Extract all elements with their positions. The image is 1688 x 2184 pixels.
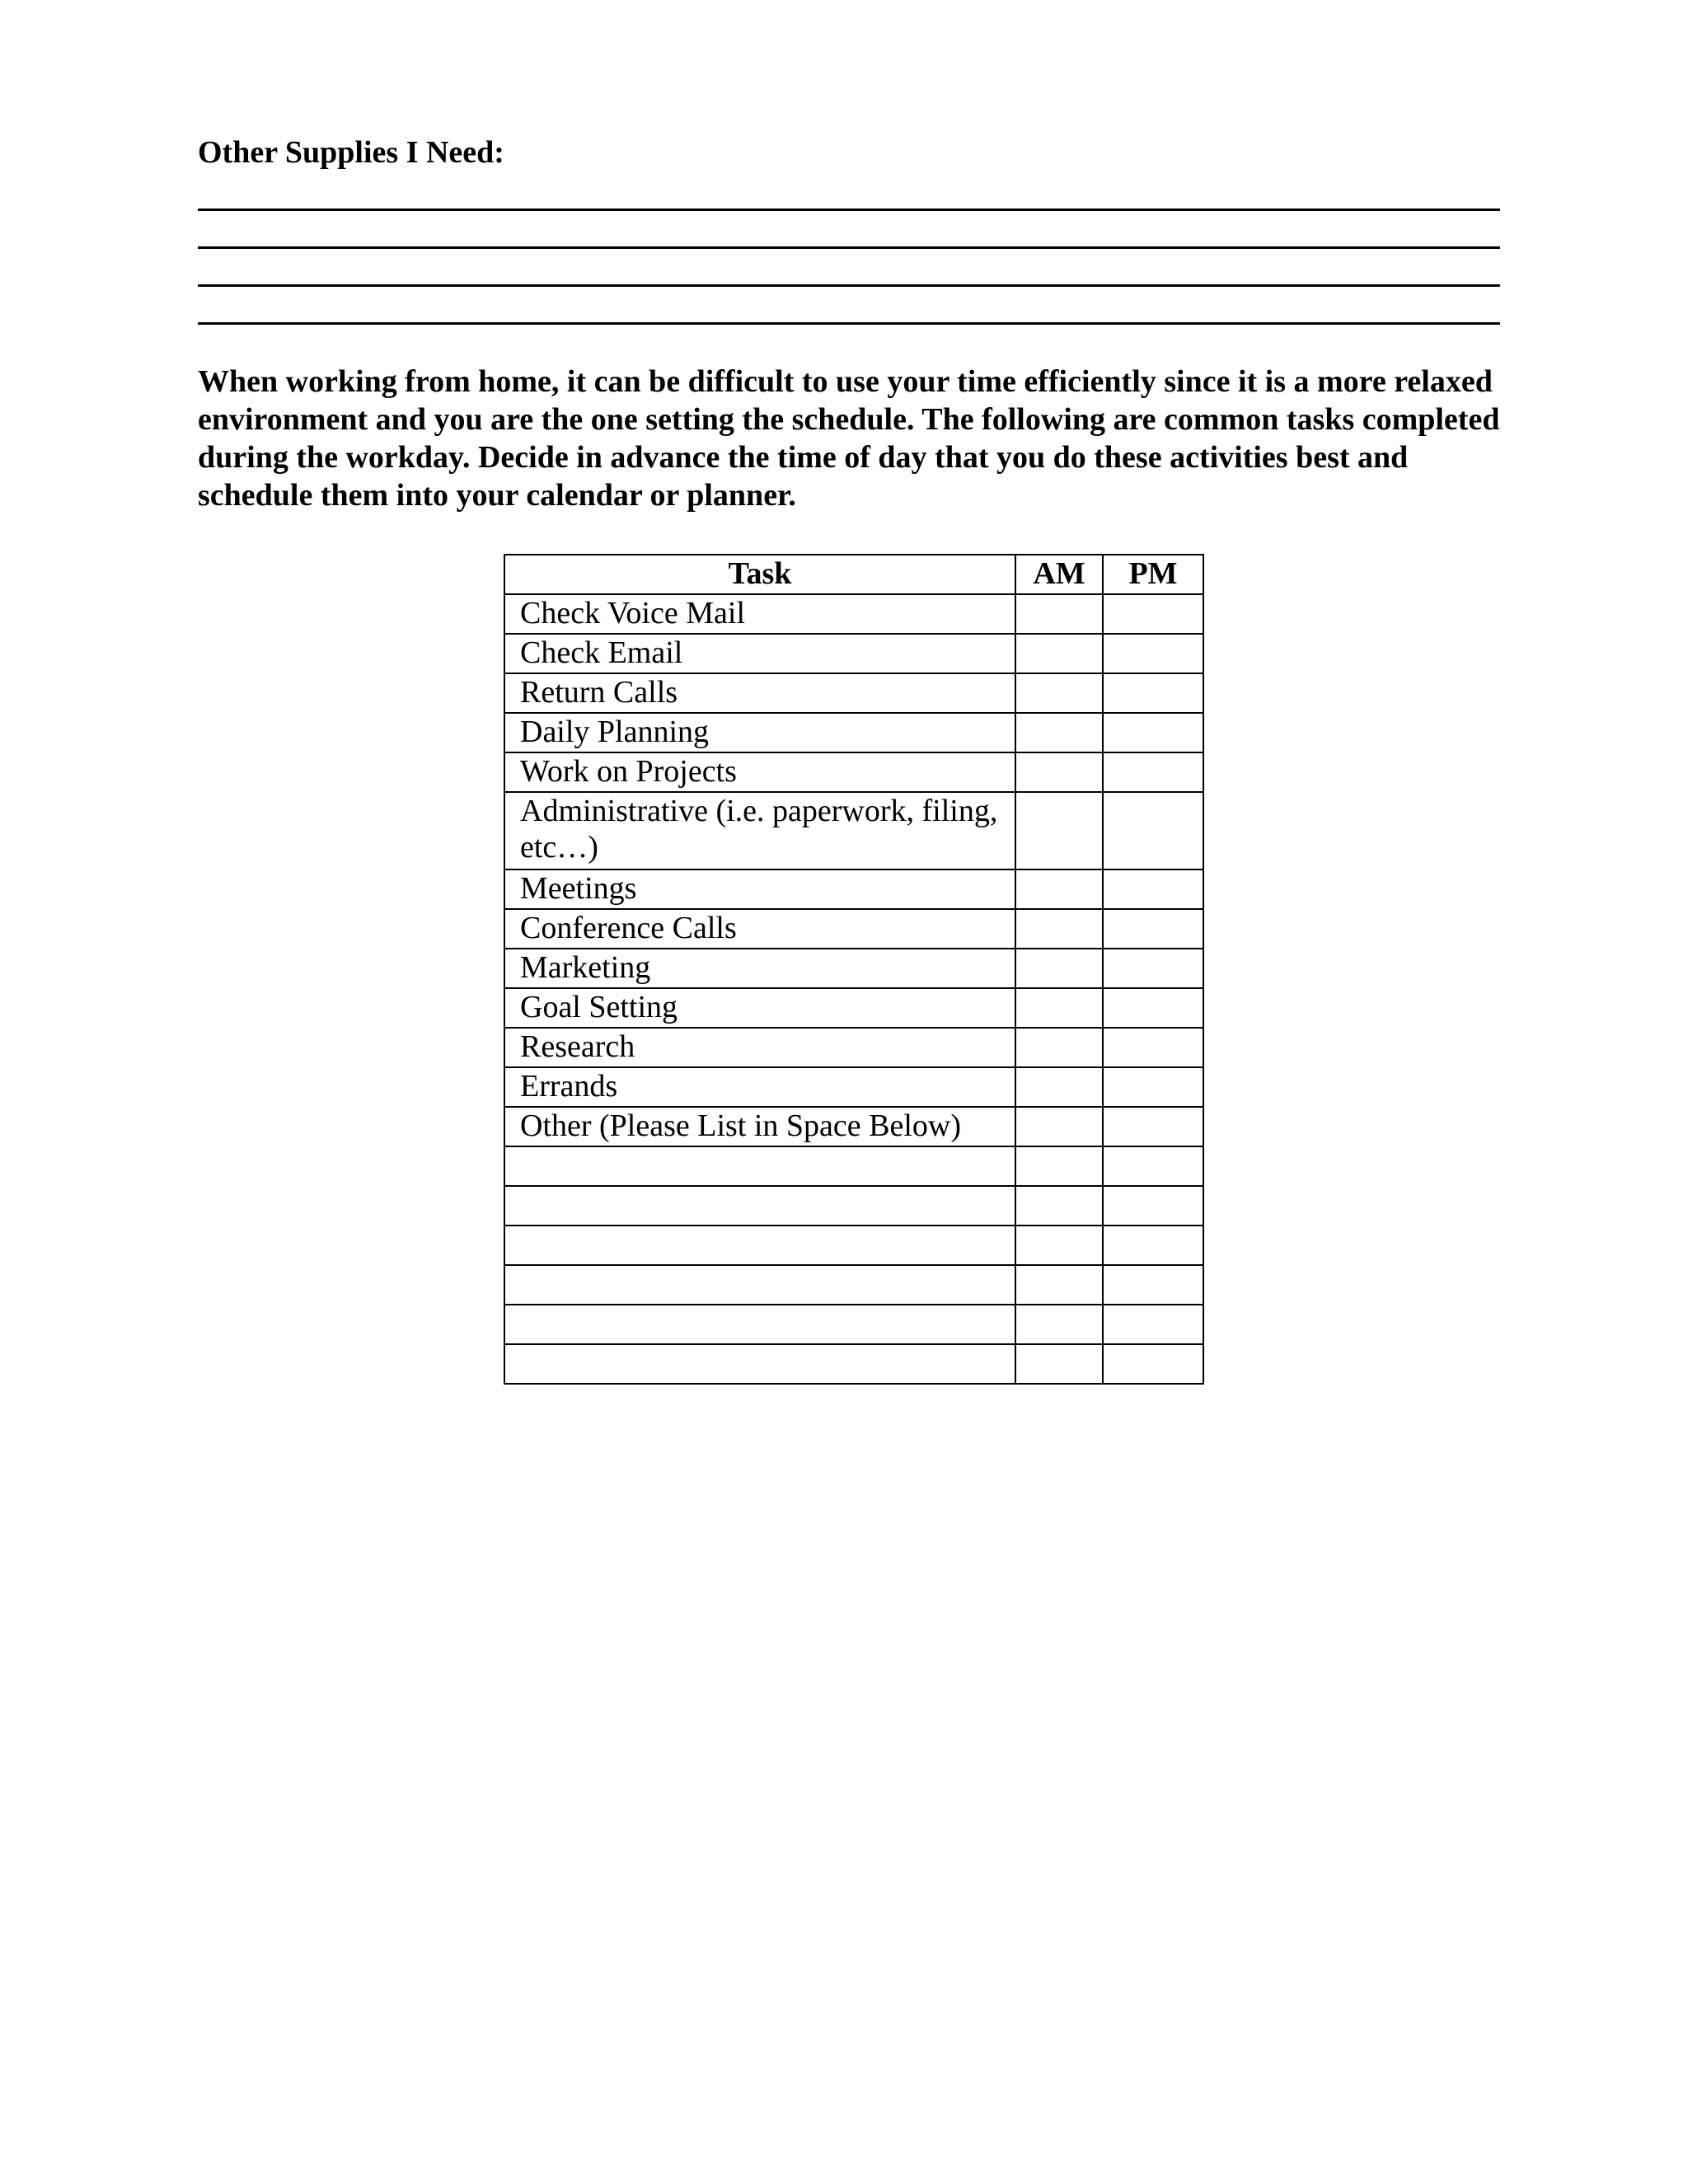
am-cell[interactable] [1015,594,1103,634]
table-row [504,1107,1203,1146]
task-cell: Work on Projects [504,752,1015,792]
table-row [504,869,1203,909]
supplies-heading: Other Supplies I Need: [198,135,504,170]
pm-cell[interactable] [1103,713,1203,752]
task-cell: Conference Calls [504,909,1015,949]
header-pm: PM [1103,555,1203,594]
header-am: AM [1015,555,1103,594]
task-cell: Other (Please List in Space Below) [504,1107,1015,1146]
table-row [504,1186,1203,1226]
supplies-write-line-2[interactable] [198,246,1500,249]
table-row [504,673,1203,713]
table-row [504,909,1203,949]
am-cell[interactable] [1015,869,1103,909]
blank-task-cell[interactable] [504,1344,1015,1384]
table-row [504,752,1203,792]
am-cell[interactable] [1015,792,1103,869]
table-row [504,594,1203,634]
table-row [504,713,1203,752]
am-cell[interactable] [1015,1107,1103,1146]
blank-task-cell[interactable] [504,1226,1015,1265]
table-row [504,1028,1203,1067]
table-row [504,1067,1203,1107]
pm-cell[interactable] [1103,792,1203,869]
am-cell[interactable] [1015,1028,1103,1067]
am-cell[interactable] [1015,1344,1103,1384]
table-row [504,634,1203,673]
pm-cell[interactable] [1103,1186,1203,1226]
table-row [504,949,1203,988]
table-body [504,594,1203,1384]
blank-task-cell[interactable] [504,1186,1015,1226]
task-cell: Marketing [504,949,1015,988]
pm-cell[interactable] [1103,1067,1203,1107]
pm-cell[interactable] [1103,1305,1203,1344]
task-cell: Goal Setting [504,988,1015,1028]
task-cell: Meetings [504,869,1015,909]
supplies-write-line-3[interactable] [198,284,1500,287]
am-cell[interactable] [1015,988,1103,1028]
task-schedule-table [504,554,1204,1385]
pm-cell[interactable] [1103,1265,1203,1305]
pm-cell[interactable] [1103,988,1203,1028]
am-cell[interactable] [1015,1186,1103,1226]
pm-cell[interactable] [1103,1146,1203,1186]
task-cell: Errands [504,1067,1015,1107]
table-row [504,1305,1203,1344]
task-cell: Administrative (i.e. paperwork, filing, etc…) [504,792,1015,869]
pm-cell[interactable] [1103,1028,1203,1067]
blank-task-cell[interactable] [504,1305,1015,1344]
pm-cell[interactable] [1103,1107,1203,1146]
pm-cell[interactable] [1103,949,1203,988]
pm-cell[interactable] [1103,752,1203,792]
pm-cell[interactable] [1103,869,1203,909]
am-cell[interactable] [1015,909,1103,949]
am-cell[interactable] [1015,1265,1103,1305]
am-cell[interactable] [1015,1305,1103,1344]
am-cell[interactable] [1015,949,1103,988]
supplies-write-line-4[interactable] [198,322,1500,325]
task-cell: Check Email [504,634,1015,673]
am-cell[interactable] [1015,634,1103,673]
table-row [504,988,1203,1028]
pm-cell[interactable] [1103,594,1203,634]
table-row [504,1226,1203,1265]
table-header-row [504,555,1203,594]
table-row [504,1146,1203,1186]
task-cell: Check Voice Mail [504,594,1015,634]
am-cell[interactable] [1015,1226,1103,1265]
am-cell[interactable] [1015,673,1103,713]
am-cell[interactable] [1015,713,1103,752]
instructions-paragraph: When working from home, it can be difficult to use your time efficiently since it is a more relaxed environment and you are the one setting the schedule. The following are common tasks completed during the workday. Decide in advance the time of day that you do these activities best and schedule them into your calendar or planner. [198,364,1500,513]
blank-task-cell[interactable] [504,1146,1015,1186]
am-cell[interactable] [1015,1146,1103,1186]
pm-cell[interactable] [1103,634,1203,673]
supplies-write-line-1[interactable] [198,209,1500,211]
blank-task-cell[interactable] [504,1265,1015,1305]
pm-cell[interactable] [1103,673,1203,713]
am-cell[interactable] [1015,1067,1103,1107]
task-cell: Research [504,1028,1015,1067]
am-cell[interactable] [1015,752,1103,792]
table-row [504,1344,1203,1384]
pm-cell[interactable] [1103,1226,1203,1265]
header-task: Task [504,555,1015,594]
table-row [504,1265,1203,1305]
table-row [504,792,1203,869]
task-cell: Return Calls [504,673,1015,713]
pm-cell[interactable] [1103,909,1203,949]
task-cell: Daily Planning [504,713,1015,752]
pm-cell[interactable] [1103,1344,1203,1384]
